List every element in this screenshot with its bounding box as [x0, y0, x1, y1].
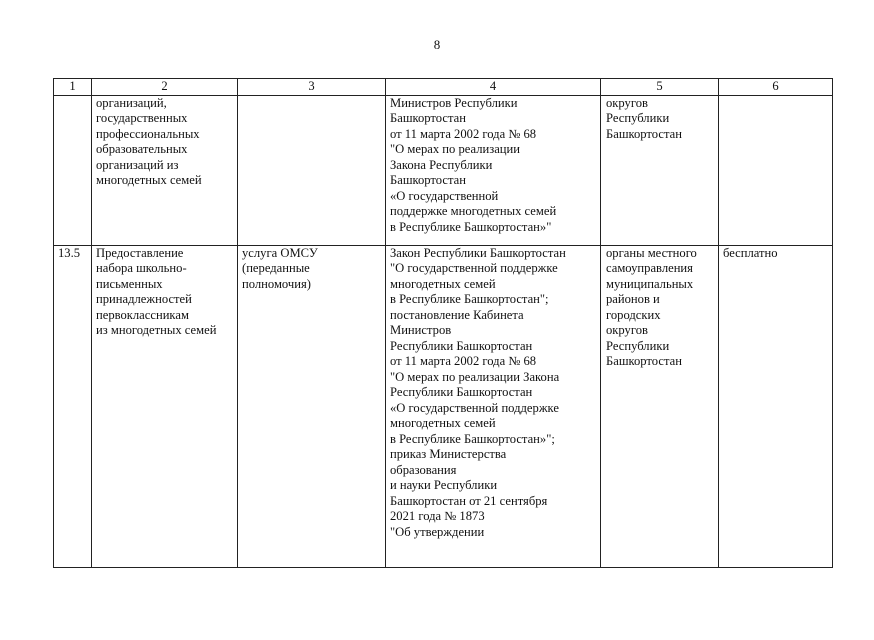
row-number-cell: 13.5 [54, 245, 92, 567]
service-type-cell: услуга ОМСУ (переданные полномочия) [238, 245, 386, 567]
column-header-6: 6 [719, 79, 833, 96]
column-header-2: 2 [92, 79, 238, 96]
column-header-3: 3 [238, 79, 386, 96]
column-header-1: 1 [54, 79, 92, 96]
row-number-cell [54, 95, 92, 245]
cost-cell: бесплатно [719, 245, 833, 567]
service-name-cell: Предоставление набора школьно- письменных принадлежностей первоклассникам из многодетных семей [92, 245, 238, 567]
service-name-cell: организаций, государственных профессиональных образовательных организаций из многодетных семей [92, 95, 238, 245]
legal-basis-cell: Министров Республики Башкортостан от 11 марта 2002 года № 68 "О мерах по реализации Закона Республики Башкортостан «О государственной поддержке многодетных семей в Республике Башкортостан»" [386, 95, 601, 245]
legal-basis-cell: Закон Республики Башкортостан "О государственной поддержке многодетных семей в Республике Башкортостан"; постановление Кабинета Министров Республики Башкортостан от 11 марта 2002 года № 68 "О мерах по реализации Закона Республики Башкортостан «О государственной поддержке многодетных семей в Республике Башкортостан»"; приказ Министерства образования и науки Республики Башкортостан от 21 сентября 2021 года № 1873 "Об утверждении [386, 245, 601, 567]
table-row [54, 245, 833, 567]
authority-cell: округов Республики Башкортостан [601, 95, 719, 245]
table-row [54, 95, 833, 245]
column-header-5: 5 [601, 79, 719, 96]
table-header-row [54, 79, 833, 96]
service-type-cell [238, 95, 386, 245]
cost-cell [719, 95, 833, 245]
column-header-4: 4 [386, 79, 601, 96]
page-number: 8 [433, 37, 441, 52]
services-table [53, 78, 833, 568]
authority-cell: органы местного самоуправления муниципальных районов и городских округов Республики Башкортостан [601, 245, 719, 567]
